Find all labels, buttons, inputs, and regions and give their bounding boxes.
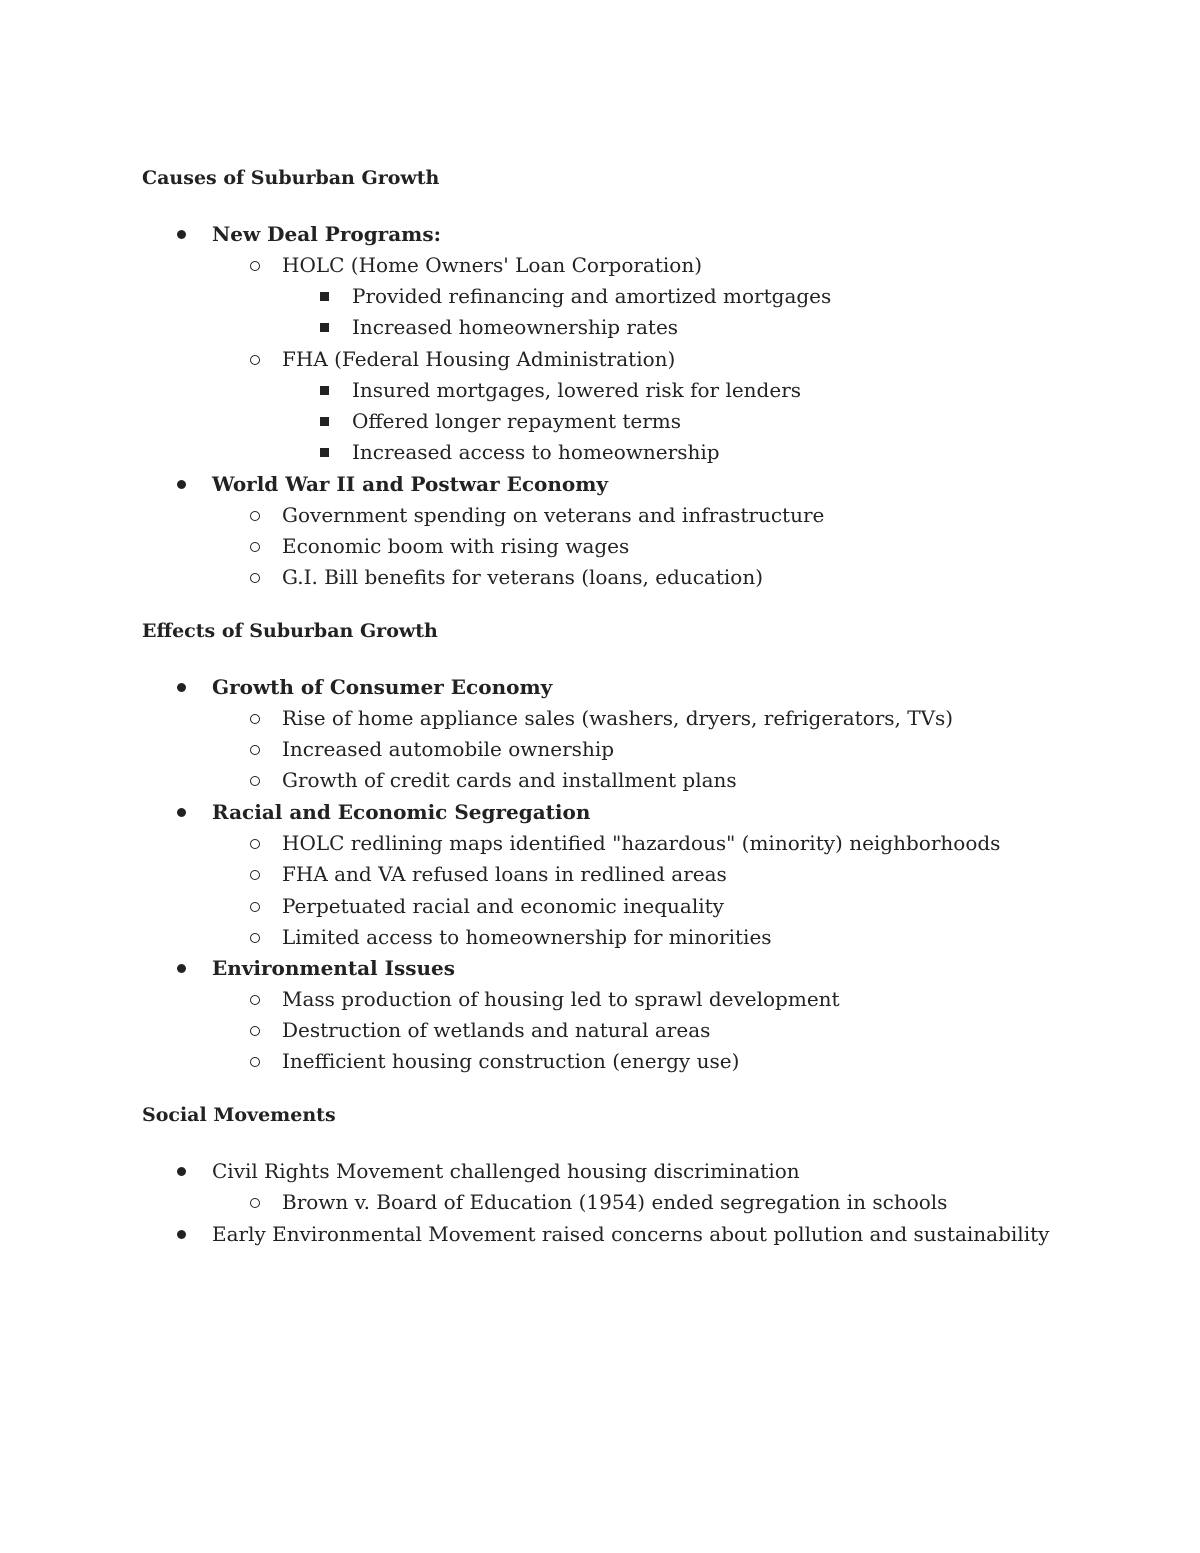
list-item-wetlands: Destruction of wetlands and natural areas	[282, 1018, 711, 1042]
list-item-inequality: Perpetuated racial and economic inequality	[282, 894, 724, 918]
square-bullet-icon	[320, 417, 329, 426]
list-item-new-deal: New Deal Programs:	[212, 222, 441, 246]
disc-bullet-icon	[177, 230, 186, 239]
list-item-holc-refinancing: Provided refinancing and amortized mortgages	[352, 284, 832, 308]
list-item-fha: FHA (Federal Housing Administration)	[282, 347, 676, 371]
disc-bullet-icon	[177, 1230, 186, 1239]
section-heading-social: Social Movements	[142, 1104, 336, 1126]
circle-bullet-icon	[250, 573, 260, 583]
circle-bullet-icon	[250, 776, 260, 786]
section-heading-effects: Effects of Suburban Growth	[142, 620, 438, 642]
list-item-holc: HOLC (Home Owners' Loan Corporation)	[282, 253, 703, 277]
circle-bullet-icon	[250, 995, 260, 1005]
list-item-holc-homeownership: Increased homeownership rates	[352, 315, 679, 339]
circle-bullet-icon	[250, 355, 260, 365]
list-item-fha-insured: Insured mortgages, lowered risk for lenders	[352, 378, 802, 402]
section-heading-causes: Causes of Suburban Growth	[142, 167, 440, 189]
disc-bullet-icon	[177, 964, 186, 973]
disc-bullet-icon	[177, 1167, 186, 1176]
list-item-gov-spending: Government spending on veterans and infrastructure	[282, 503, 825, 527]
list-item-segregation: Racial and Economic Segregation	[212, 800, 591, 824]
square-bullet-icon	[320, 386, 329, 395]
circle-bullet-icon	[250, 1198, 260, 1208]
list-item-credit: Growth of credit cards and installment plans	[282, 768, 737, 792]
list-item-gi-bill: G.I. Bill benefits for veterans (loans, education)	[282, 565, 764, 589]
circle-bullet-icon	[250, 870, 260, 880]
square-bullet-icon	[320, 323, 329, 332]
list-item-appliances: Rise of home appliance sales (washers, dryers, refrigerators, TVs)	[282, 706, 954, 730]
list-item-inefficient: Inefficient housing construction (energy use)	[282, 1049, 740, 1073]
disc-bullet-icon	[177, 480, 186, 489]
list-item-civil-rights: Civil Rights Movement challenged housing discrimination	[212, 1159, 800, 1183]
list-item-brown-v-board: Brown v. Board of Education (1954) ended segregation in schools	[282, 1190, 948, 1214]
circle-bullet-icon	[250, 261, 260, 271]
list-item-wwii: World War II and Postwar Economy	[212, 472, 608, 496]
circle-bullet-icon	[250, 511, 260, 521]
circle-bullet-icon	[250, 745, 260, 755]
circle-bullet-icon	[250, 1026, 260, 1036]
list-item-limited-access: Limited access to homeownership for minorities	[282, 925, 772, 949]
circle-bullet-icon	[250, 714, 260, 724]
square-bullet-icon	[320, 448, 329, 457]
list-item-automobile: Increased automobile ownership	[282, 737, 615, 761]
list-item-refused-loans: FHA and VA refused loans in redlined areas	[282, 862, 727, 886]
list-item-environmental: Environmental Issues	[212, 956, 456, 980]
circle-bullet-icon	[250, 839, 260, 849]
disc-bullet-icon	[177, 683, 186, 692]
list-item-consumer-economy: Growth of Consumer Economy	[212, 675, 553, 699]
circle-bullet-icon	[250, 542, 260, 552]
circle-bullet-icon	[250, 902, 260, 912]
list-item-economic-boom: Economic boom with rising wages	[282, 534, 630, 558]
circle-bullet-icon	[250, 933, 260, 943]
square-bullet-icon	[320, 292, 329, 301]
circle-bullet-icon	[250, 1057, 260, 1067]
list-item-fha-terms: Offered longer repayment terms	[352, 409, 682, 433]
list-item-redlining: HOLC redlining maps identified "hazardous" (minority) neighborhoods	[282, 831, 1001, 855]
list-item-fha-access: Increased access to homeownership	[352, 440, 720, 464]
disc-bullet-icon	[177, 808, 186, 817]
list-item-env-movement: Early Environmental Movement raised concerns about pollution and sustainability	[212, 1222, 1050, 1246]
list-item-sprawl: Mass production of housing led to sprawl development	[282, 987, 840, 1011]
